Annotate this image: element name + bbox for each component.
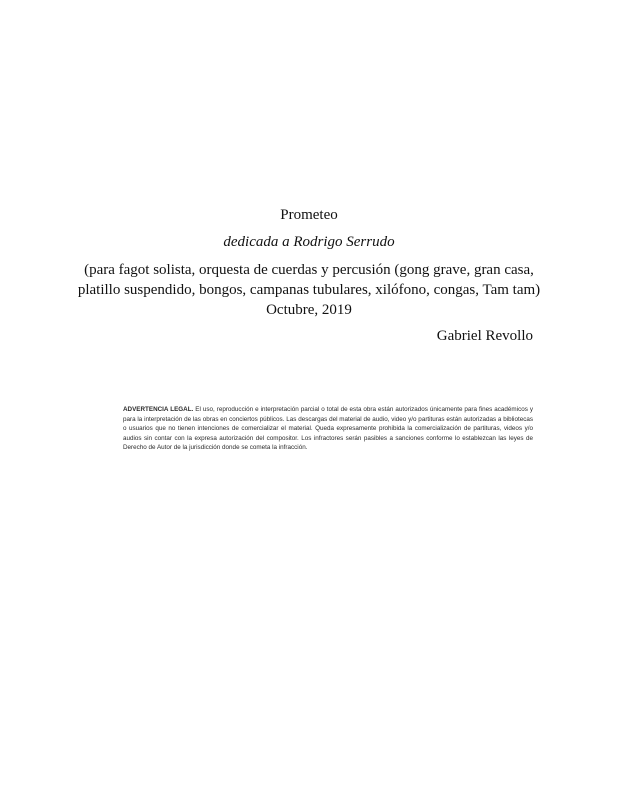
composition-date: Octubre, 2019 (266, 302, 352, 318)
work-title: Prometeo (280, 207, 338, 223)
instrumentation-text: (para fagot solista, orquesta de cuerdas y percusión (gong grave, gran casa, platillo suspendido, bongos, campanas tubulares, xilófono, congas, Tam tam) (77, 262, 541, 298)
legal-notice (123, 405, 533, 453)
legal-notice-text: El uso, reproducción e interpretación parcial o total de esta obra están autorizados únicamente para fines académicos y para la interpretación de las obras en conciertos públicos. Las descargas del material de audio, video y/o partituras están autorizadas a bibliotecas o usuarios que no tienen intenciones de comercializar el material. Queda expresamente prohibida la comercialización de partituras, videos y/o audios sin contar con la expresa autorización del compositor. Los infractores serán pasibles a sanciones conforme lo establezcan las leyes de Derecho de Autor de la jurisdicción donde se cometa la infracción. (123, 406, 533, 451)
legal-notice-label: ADVERTENCIA LEGAL. (123, 406, 194, 413)
dedication-line: dedicada a Rodrigo Serrudo (223, 234, 395, 250)
composer-name: Gabriel Revollo (436, 328, 533, 344)
